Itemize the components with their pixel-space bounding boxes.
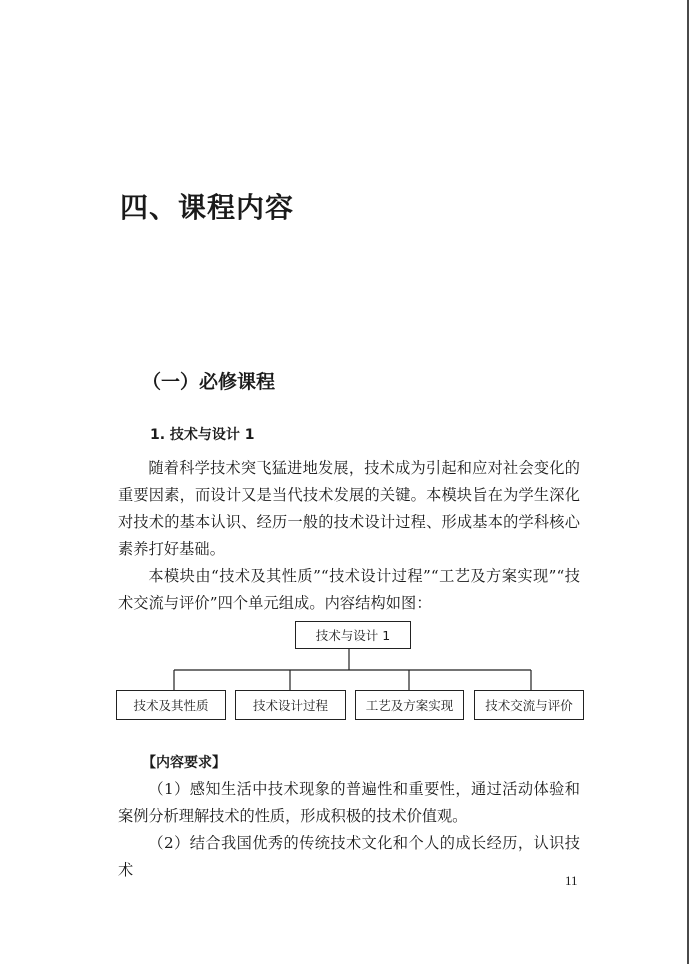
- page-number: 11: [565, 873, 578, 888]
- chapter-title: 四、课程内容: [120, 191, 295, 224]
- diagram-node-communication-evaluation: 技术交流与评价: [474, 690, 584, 720]
- structure-paragraph: 本模块由“技术及其性质”“技术设计过程”“工艺及方案实现”“技术交流与评价”四个单元组成。内容结构如图：: [118, 567, 580, 612]
- diagram-node-technology-nature: 技术及其性质: [116, 690, 226, 720]
- section-title: （一）必修课程: [142, 371, 276, 393]
- requirement-item: （2）结合我国优秀的传统技术文化和个人的成长经历，认识技术: [118, 834, 580, 879]
- subsection-title: 1. 技术与设计 1: [150, 427, 255, 443]
- content-requirements-heading: 【内容要求】: [142, 755, 226, 771]
- intro-paragraph: 随着科学技术突飞猛进地发展，技术成为引起和应对社会变化的重要因素，而设计又是当代技术发展的关键。本模块旨在为学生深化对技术的基本认识、经历一般的技术设计过程、形成基本的学科核心素养打好基础。: [118, 459, 580, 558]
- diagram-node-design-process: 技术设计过程: [235, 690, 346, 720]
- diagram-node-craft-implementation: 工艺及方案实现: [355, 690, 464, 720]
- requirement-item: （1）感知生活中技术现象的普遍性和重要性，通过活动体验和案例分析理解技术的性质，形成积极的技术价值观。: [118, 780, 580, 825]
- diagram-root-node: 技术与设计 1: [295, 621, 411, 649]
